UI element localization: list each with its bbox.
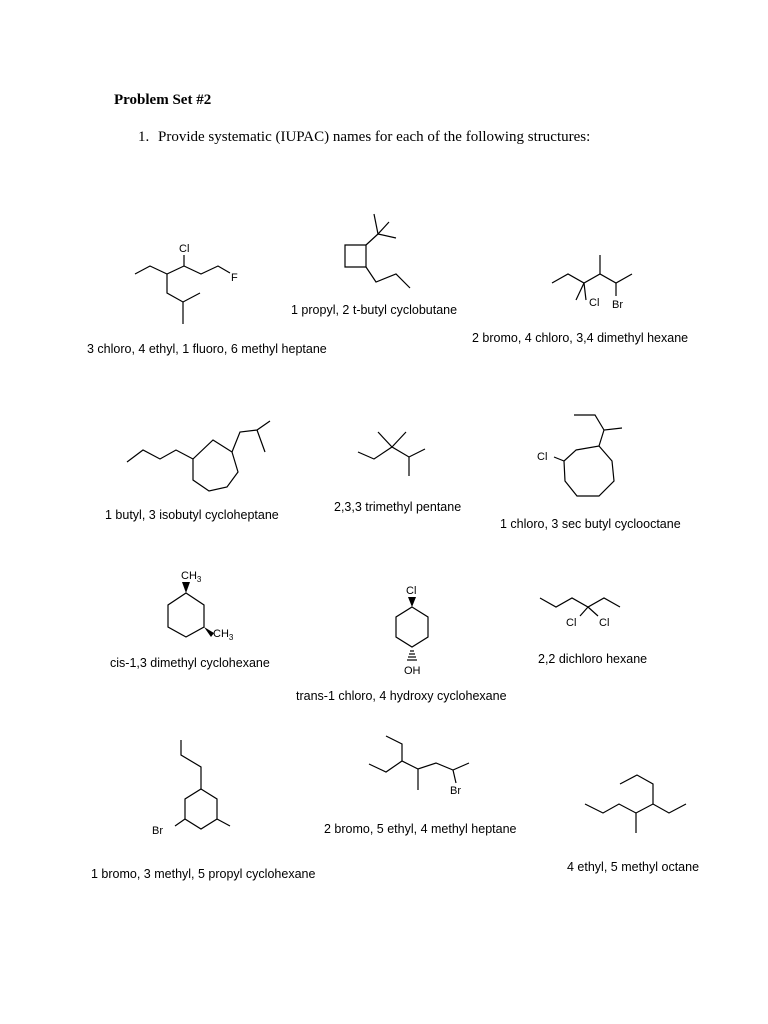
atom-label: Cl	[589, 297, 600, 309]
structure-name: 2 bromo, 5 ethyl, 4 methyl heptane	[324, 822, 517, 836]
structure-name: 1 propyl, 2 t-butyl cyclobutane	[291, 303, 458, 317]
structure-name: 2,2 dichloro hexane	[538, 652, 648, 666]
structure-name: 1 bromo, 3 methyl, 5 propyl cyclohexane	[91, 867, 316, 881]
structure-name: 2,3,3 trimethyl pentane	[334, 500, 462, 514]
atom-label: Cl	[179, 243, 190, 255]
structure-11-heptane	[369, 736, 469, 797]
atom-label: Cl	[406, 585, 417, 597]
atom-label: Cl	[537, 451, 548, 463]
structure-12-octane	[585, 775, 686, 833]
structure-name: trans-1 chloro, 4 hydroxy cyclohexane	[296, 689, 507, 703]
page-title: Problem Set #2	[114, 92, 212, 108]
structure-3-hexane	[552, 255, 632, 311]
structure-name: 1 butyl, 3 isobutyl cycloheptane	[105, 508, 279, 522]
atom-label: $CH_3$	[213, 628, 234, 642]
structure-9-hexane	[540, 598, 620, 629]
atom-label: Br	[612, 299, 623, 311]
structure-10-cyclohexane	[152, 740, 230, 837]
atom-label: Cl	[599, 617, 610, 629]
structure-1-heptane	[135, 243, 238, 324]
atom-label: $CH_3$	[181, 570, 202, 584]
atom-label: Cl	[566, 617, 577, 629]
question-text: Provide systematic (IUPAC) names for each of the following structures:	[158, 129, 591, 145]
structure-name: 3 chloro, 4 ethyl, 1 fluoro, 6 methyl heptane	[87, 342, 327, 356]
structure-2-cyclobutane	[345, 214, 410, 288]
structure-name: cis-1,3 dimethyl cyclohexane	[110, 656, 270, 670]
atom-label: F	[231, 272, 238, 284]
structure-5-pentane	[358, 432, 425, 476]
atom-label: OH	[404, 665, 421, 677]
structure-name: 2 bromo, 4 chloro, 3,4 dimethyl hexane	[472, 331, 689, 345]
question-number: 1.	[138, 129, 150, 145]
structure-name: 4 ethyl, 5 methyl octane	[567, 860, 700, 874]
structure-6-cyclooctane	[537, 415, 622, 496]
atom-label: Br	[450, 785, 461, 797]
structure-7-cyclohexane	[168, 570, 234, 642]
atom-label: Br	[152, 825, 163, 837]
structure-name: 1 chloro, 3 sec butyl cyclooctane	[500, 517, 681, 531]
structure-8-cyclohexane	[396, 585, 428, 677]
structure-4-cycloheptane	[127, 421, 270, 491]
